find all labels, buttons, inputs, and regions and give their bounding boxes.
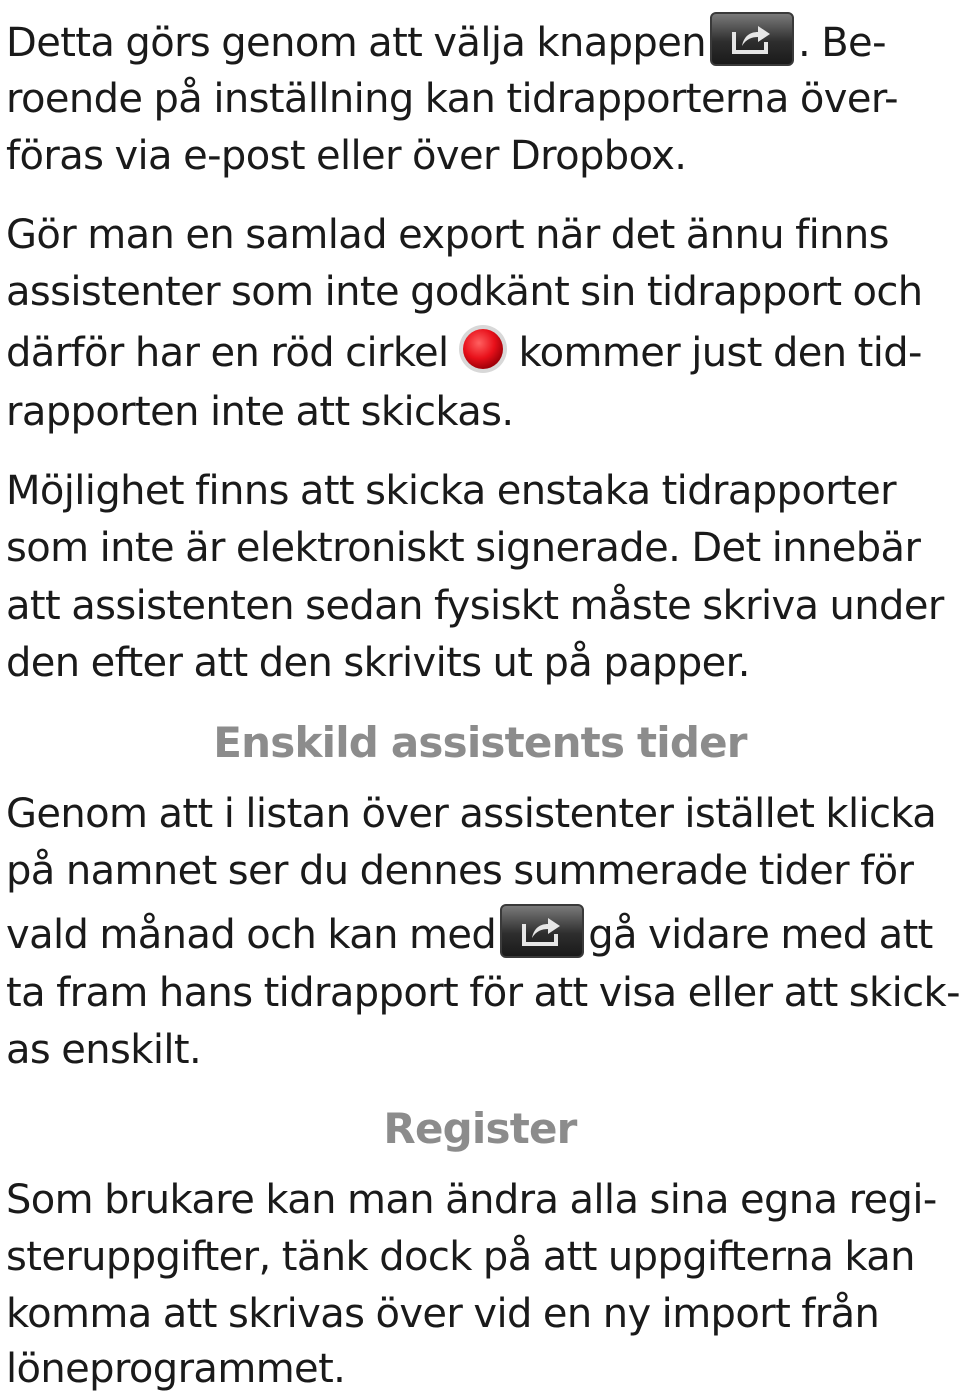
text: gå vidare med att <box>588 912 933 958</box>
section1-line5: as enskilt. <box>6 1027 202 1073</box>
share-export-icon <box>500 904 584 958</box>
paragraph2-line3 <box>6 324 922 382</box>
text: kommer just den tid- <box>518 330 922 376</box>
section2-line2: steruppgifter, tänk dock på att uppgifterna kan <box>6 1234 915 1280</box>
paragraph2-line1: Gör man en samlad export när det ännu finns <box>6 212 889 258</box>
share-export-icon <box>710 12 794 66</box>
section-heading-enskild: Enskild assistents tider <box>213 718 747 767</box>
text: Detta görs genom att välja knappen <box>6 20 706 66</box>
text: . Be- <box>797 20 886 66</box>
section1-line4: ta fram hans tidrapport för att visa eller att skick- <box>6 970 960 1016</box>
paragraph1-line3: föras via e-post eller över Dropbox. <box>6 133 687 179</box>
section-heading-register: Register <box>383 1104 577 1153</box>
section1-line3 <box>6 906 933 964</box>
section1-line1: Genom att i listan över assistenter istället klicka <box>6 791 937 837</box>
text: därför har en röd cirkel <box>6 330 449 376</box>
paragraph2-line2: assistenter som inte godkänt sin tidrapport och <box>6 269 923 315</box>
paragraph3-line4: den efter att den skrivits ut på papper. <box>6 640 750 686</box>
section1-line2: på namnet ser du dennes summerade tider för <box>6 848 914 894</box>
paragraph3-line1: Möjlighet finns att skicka enstaka tidrapporter <box>6 468 896 514</box>
red-circle-icon <box>457 323 509 375</box>
section2-line4: löneprogrammet. <box>6 1346 346 1392</box>
text: vald månad och kan med <box>6 912 497 958</box>
paragraph3-line3: att assistenten sedan fysiskt måste skriva under <box>6 583 944 629</box>
paragraph2-line4: rapporten inte att skickas. <box>6 389 514 435</box>
paragraph3-line2: som inte är elektroniskt signerade. Det innebär <box>6 525 921 571</box>
paragraph1-line1 <box>6 14 886 72</box>
section2-line3: komma att skrivas över vid en ny import från <box>6 1291 880 1337</box>
section2-line1: Som brukare kan man ändra alla sina egna regi- <box>6 1177 937 1223</box>
paragraph1-line2: roende på inställning kan tidrapporterna över- <box>6 76 898 122</box>
